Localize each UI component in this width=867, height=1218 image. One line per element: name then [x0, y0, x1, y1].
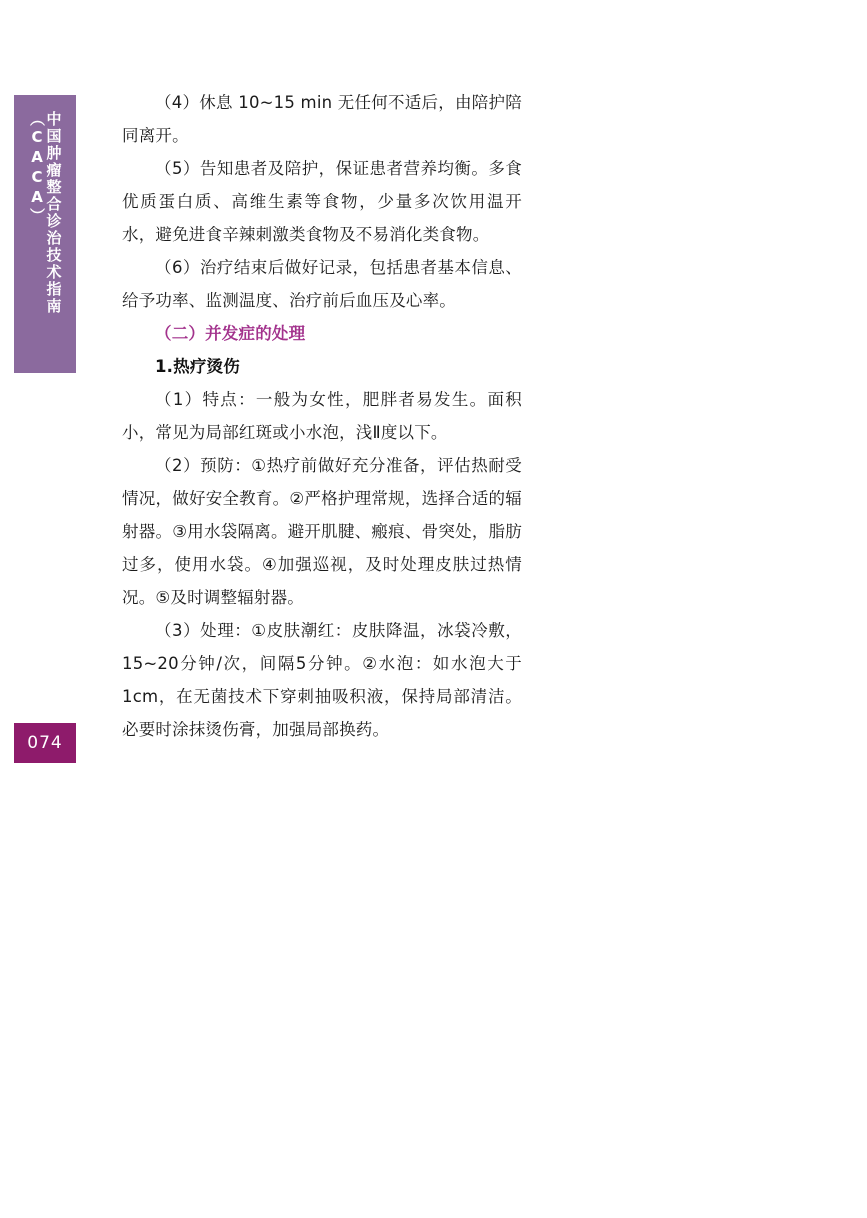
section-heading: （二）并发症的处理	[155, 324, 306, 343]
page-content	[122, 86, 522, 746]
running-head-text: 中国肿瘤整合诊治技术指南（CACA）	[28, 111, 63, 315]
page-number-block	[14, 723, 76, 763]
paragraph: （2）预防：①热疗前做好充分准备，评估热耐受情况，做好安全教育。②严格护理常规，选择合适的辐射器。③用水袋隔离。避开肌腱、瘢痕、骨突处，脂肪过多，使用水袋。④加强巡视，及时处理皮肤过热情况。⑤及时调整辐射器。	[122, 456, 522, 607]
paragraph: （1）特点：一般为女性，肥胖者易发生。面积小，常见为局部红斑或小水泡，浅Ⅱ度以下。	[122, 390, 522, 442]
page-number: 074	[27, 733, 63, 753]
paragraph: （4）休息 10~15 min 无任何不适后，由陪护陪同离开。	[122, 93, 522, 145]
subsection-heading: 1.热疗烫伤	[155, 357, 240, 376]
running-head-tab	[14, 95, 76, 373]
paragraph: （5）告知患者及陪护，保证患者营养均衡。多食优质蛋白质、高维生素等食物，少量多次饮用温开水，避免进食辛辣刺激类食物及不易消化类食物。	[122, 159, 522, 244]
paragraph: （3）处理：①皮肤潮红：皮肤降温，冰袋冷敷，15~20分钟/次，间隔5分钟。②水泡：如水泡大于1cm，在无菌技术下穿刺抽吸积液，保持局部清洁。必要时涂抹烫伤膏，加强局部换药。	[122, 621, 522, 739]
paragraph: （6）治疗结束后做好记录，包括患者基本信息、给予功率、监测温度、治疗前后血压及心率。	[122, 258, 522, 310]
